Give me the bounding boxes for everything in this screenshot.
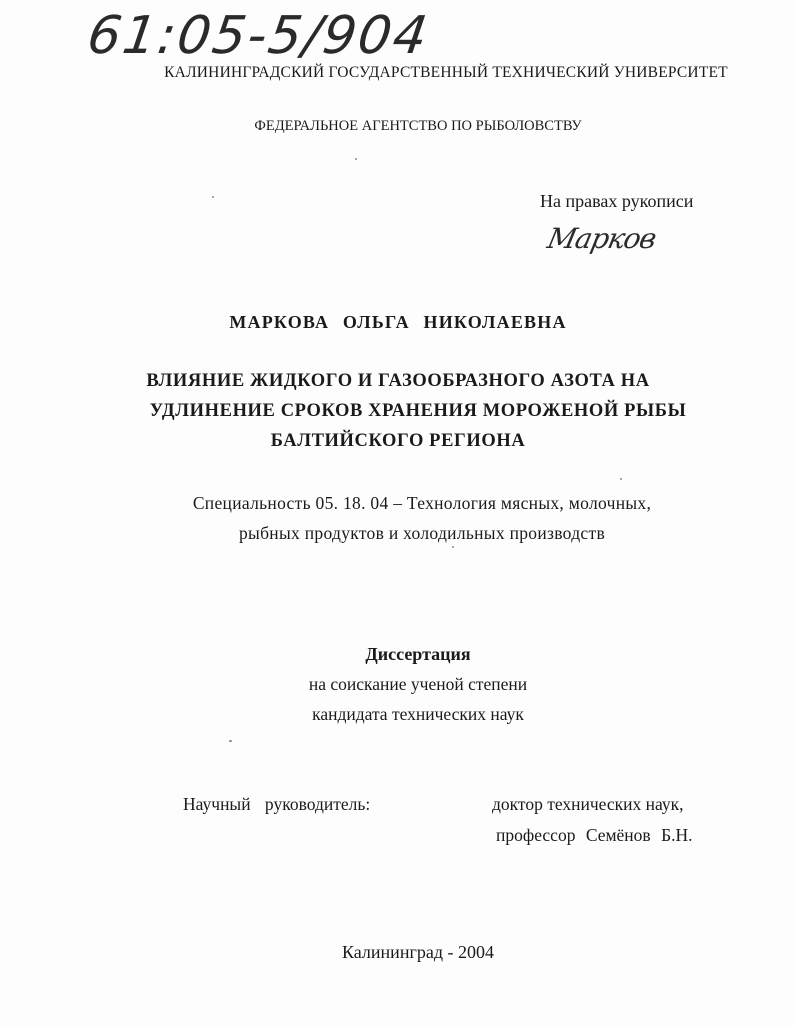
scan-speck (620, 478, 622, 480)
manuscript-rights-note: На правах рукописи (540, 191, 694, 211)
agency-name: ФЕДЕРАЛЬНОЕ АГЕНТСТВО ПО РЫБОЛОВСТВУ (254, 118, 582, 134)
dissertation-title-line-2: УДЛИНЕНИЕ СРОКОВ ХРАНЕНИЯ МОРОЖЕНОЙ РЫБЫ (149, 401, 687, 421)
university-name: КАЛИНИНГРАДСКИЙ ГОСУДАРСТВЕННЫЙ ТЕХНИЧЕСКИЙ УНИВЕРСИТЕТ (164, 64, 728, 81)
scan-speck (355, 158, 357, 160)
advisor-label: Научный руководитель: (183, 794, 371, 814)
specialty-line-2: рыбных продуктов и холодильных производств (238, 523, 606, 543)
city-year: Калининград - 2004 (342, 942, 494, 962)
scan-speck (212, 196, 214, 198)
author-signature: Марков (544, 222, 659, 255)
dissertation-field-line: кандидата технических наук (312, 704, 524, 724)
advisor-degree: доктор технических наук, (492, 794, 684, 814)
archive-code-handwritten: 61:05-5/904 (83, 6, 433, 66)
dissertation-degree-line: на соискание ученой степени (308, 674, 528, 694)
specialty-line-1: Специальность 05. 18. 04 – Технология мясных, молочных, (192, 493, 652, 513)
scan-speck (452, 546, 454, 548)
author-name: МАРКОВА ОЛЬГА НИКОЛАЕВНА (229, 312, 567, 332)
dissertation-title-line-3: БАЛТИЙСКОГО РЕГИОНА (270, 431, 526, 451)
dissertation-heading: Диссертация (365, 644, 471, 664)
advisor-name: профессор Семёнов Б.Н. (496, 825, 693, 845)
dissertation-title-line-1: ВЛИЯНИЕ ЖИДКОГО И ГАЗООБРАЗНОГО АЗОТА НА (146, 371, 650, 391)
scan-speck (229, 740, 232, 742)
